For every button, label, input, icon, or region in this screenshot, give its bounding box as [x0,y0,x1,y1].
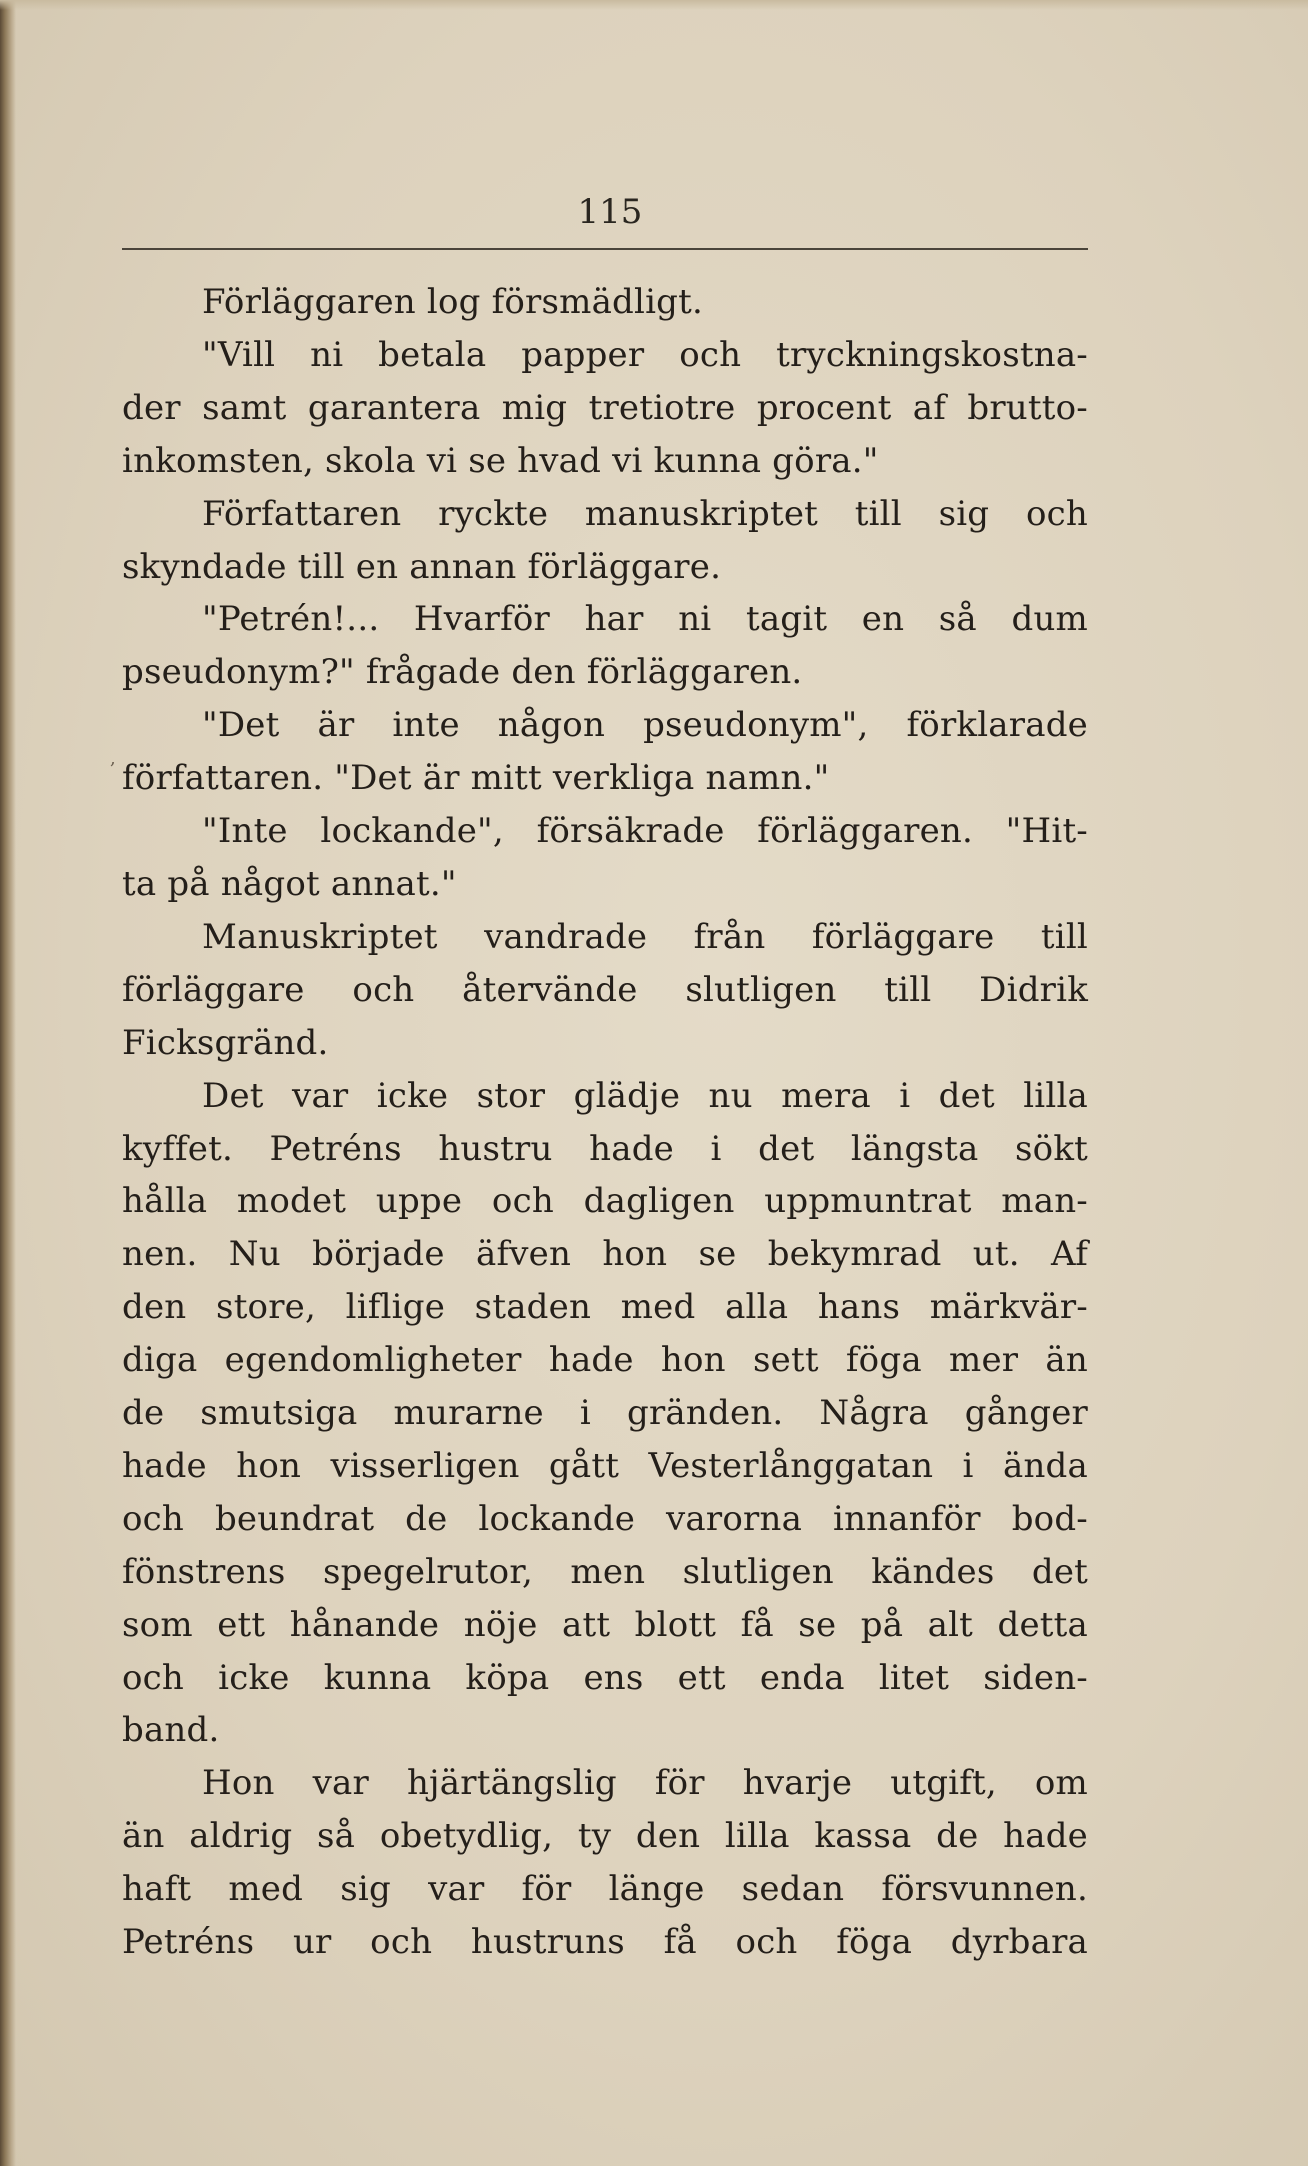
text-line: fönstrens spegelrutor, men slutligen kändes det [122,1551,1088,1592]
text-line: "Petrén!... Hvarför har ni tagit en så dum [202,599,1088,640]
text-line: Hon var hjärtängslig för hvarje utgift, om [202,1763,1088,1804]
page-binding-edge [0,0,16,2166]
text-line: pseudonym?" frågade den förläggaren. [122,652,803,693]
text-line: haft med sig var för länge sedan försvunnen. [122,1869,1088,1910]
page-number: 115 [577,192,643,232]
page-top-edge [0,0,1308,10]
body-text [122,276,1088,1969]
text-line: den store, liflige staden med alla hans märkvär- [122,1287,1088,1328]
text-line: skyndade till en annan förläggare. [122,546,722,587]
text-line: ta på något annat." [122,863,457,904]
text-line: "Inte lockande", försäkrade förläggaren. "Hit- [202,811,1088,852]
text-line: Ficksgränd. [122,1022,329,1063]
text-line: hade hon visserligen gått Vesterlånggatan i ända [122,1445,1088,1486]
text-line: Manuskriptet vandrade från förläggare till [202,916,1088,957]
text-line: Petréns ur och hustruns få och föga dyrbara [122,1922,1088,1963]
text-line: Författaren ryckte manuskriptet till sig och [202,493,1088,534]
header-rule [122,248,1088,250]
stray-mark: , [110,748,116,769]
text-line: än aldrig så obetydlig, ty den lilla kassa de hade [122,1816,1088,1857]
text-line: Förläggaren log försmädligt. [202,282,704,322]
text-line: "Vill ni betala papper och tryckningskostna- [202,334,1088,375]
text-line: diga egendomligheter hade hon sett föga mer än [122,1340,1088,1381]
text-line: och icke kunna köpa ens ett enda litet siden- [122,1657,1088,1698]
text-line: der samt garantera mig tretiotre procent af brutto- [122,387,1088,428]
text-line: författaren. "Det är mitt verkliga namn." [122,758,830,799]
text-line: hålla modet uppe och dagligen uppmuntrat man- [122,1181,1088,1222]
text-line: "Det är inte någon pseudonym", förklarade [202,705,1088,746]
text-line: och beundrat de lockande varorna innanför bod- [122,1498,1088,1539]
text-line: förläggare och återvände slutligen till Didrik [122,969,1088,1010]
text-line: band. [122,1710,220,1751]
text-line: som ett hånande nöje att blott få se på alt detta [122,1604,1088,1645]
text-line: nen. Nu började äfven hon se bekymrad ut. Af [122,1234,1088,1275]
text-line: de smutsiga murarne i gränden. Några gånger [122,1393,1088,1434]
text-line: Det var icke stor glädje nu mera i det lilla [202,1075,1088,1116]
text-line: inkomsten, skola vi se hvad vi kunna göra." [122,440,879,481]
text-line: kyffet. Petréns hustru hade i det längsta sökt [122,1128,1088,1169]
